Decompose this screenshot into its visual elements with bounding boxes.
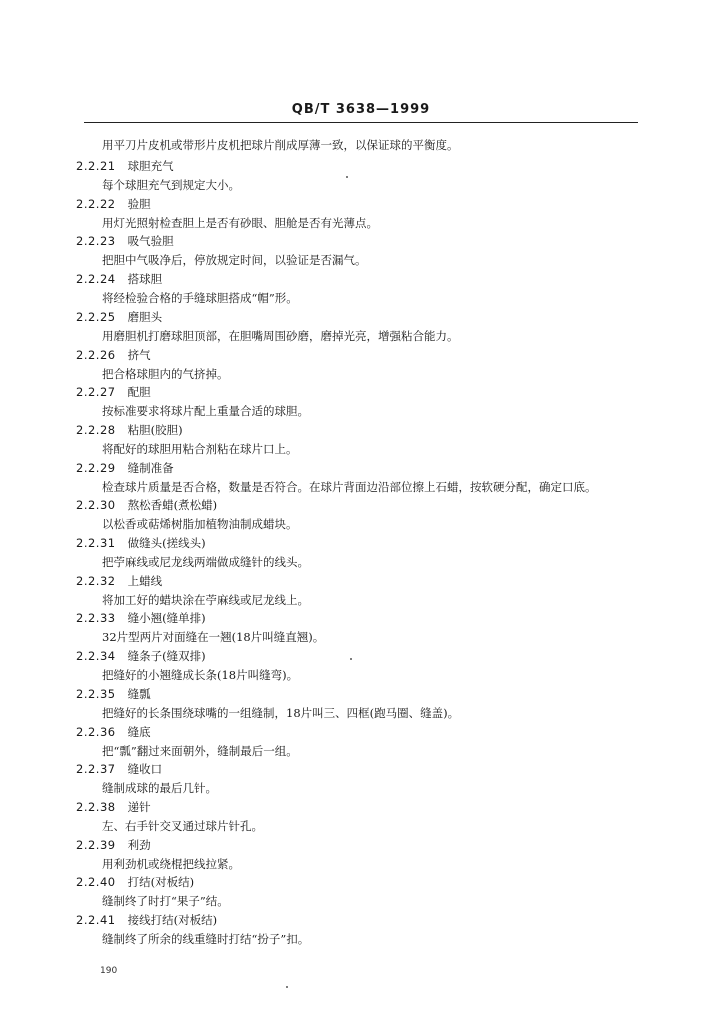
clause-heading — [76, 159, 174, 173]
clause-description: 32片型两片对面缝在一翘(18片叫缝直翘)。 — [102, 630, 325, 645]
clause-number: 2.2.41 — [76, 913, 116, 927]
clause-heading — [76, 272, 162, 286]
clause-number: 2.2.37 — [76, 762, 116, 777]
clause-description: 缝制终了所余的线重缝时打结“扮子”扣。 — [102, 932, 310, 946]
clause-title: 缝底 — [127, 724, 151, 739]
clause-heading — [76, 875, 194, 889]
clause-description: 把缝好的长条围绕球嘴的一组缝制，18片叫三、四框(跑马圈、缝盖)。 — [102, 705, 460, 720]
clause-number: 2.2.27 — [76, 385, 116, 400]
clause-heading — [76, 574, 162, 588]
scan-speck — [286, 986, 288, 988]
clause-description: 把胆中气吸净后，停放规定时间，以验证是否漏气。 — [102, 253, 367, 268]
clause-heading — [76, 234, 174, 248]
clause-number: 2.2.36 — [76, 724, 116, 739]
clause-description: 用利劲机或绕棍把线拉紧。 — [102, 856, 240, 871]
clause-title: 做缝头(搓线头) — [127, 536, 206, 550]
clause-description: 将配好的球胆用粘合剂粘在球片口上。 — [102, 441, 298, 456]
clause-description: 检查球片质量是否合格，数量是否符合。在球片背面边沿部位擦上石蜡，按软硬分配，确定口底。 — [102, 479, 597, 494]
clause-number: 2.2.30 — [76, 498, 116, 513]
page-header-standard-code: QB/T 3638—1999 — [291, 102, 431, 117]
clause-heading — [76, 649, 206, 663]
page-number: 190 — [100, 966, 118, 976]
clause-heading — [76, 423, 183, 437]
clause-heading — [76, 913, 217, 927]
clause-title: 利劲 — [127, 837, 151, 852]
clause-title: 上蜡线 — [127, 573, 163, 588]
clause-title: 粘胆(胶胆) — [127, 422, 183, 437]
clause-title: 缝制准备 — [127, 460, 174, 475]
clause-heading — [76, 536, 206, 550]
clause-heading — [76, 461, 174, 475]
clause-heading — [76, 800, 151, 814]
header-rule — [84, 122, 638, 123]
clause-heading — [76, 838, 151, 852]
clause-description: 缝制终了时打“果子”结。 — [102, 894, 229, 909]
clause-number: 2.2.29 — [76, 460, 116, 475]
clause-title: 缝瓢 — [127, 686, 151, 701]
clause-number: 2.2.32 — [76, 573, 116, 588]
clause-heading — [76, 385, 151, 399]
clause-number: 2.2.38 — [76, 799, 116, 814]
clause-title: 磨胆头 — [127, 309, 163, 324]
intro-paragraph: 用平刀片皮机或带形片皮机把球片削成厚薄一致，以保证球的平衡度。 — [102, 138, 459, 152]
clause-number: 2.2.39 — [76, 837, 116, 852]
clause-title: 缝条子(缝双排) — [127, 649, 206, 664]
clause-heading — [76, 687, 151, 701]
clause-description: 把缝好的小翘缝成长条(18片叫缝弯)。 — [102, 668, 299, 683]
clause-heading — [76, 348, 151, 362]
clause-title: 缝小翘(缝单排) — [127, 611, 206, 626]
clause-number: 2.2.31 — [76, 536, 116, 550]
clause-title: 熬松香蜡(煮松蜡) — [127, 498, 218, 513]
clause-number: 2.2.33 — [76, 611, 116, 626]
clause-number: 2.2.25 — [76, 309, 116, 324]
clause-number: 2.2.26 — [76, 347, 116, 362]
scan-speck — [346, 176, 348, 178]
clause-heading — [76, 310, 162, 324]
scan-speck — [350, 658, 352, 660]
clause-title: 球胆充气 — [127, 159, 174, 173]
clause-description: 左、右手针交叉通过球片针孔。 — [102, 818, 263, 833]
clause-description: 把苧麻线或尼龙线两端做成缝针的线头。 — [102, 555, 309, 569]
clause-heading — [76, 498, 217, 512]
clause-title: 吸气验胆 — [127, 234, 174, 249]
clause-heading — [76, 762, 162, 776]
clause-description: 把合格球胆内的气挤掉。 — [102, 366, 229, 381]
clause-number: 2.2.22 — [76, 196, 116, 211]
clause-number: 2.2.35 — [76, 686, 116, 701]
clause-description: 缝制成球的最后几针。 — [102, 781, 217, 796]
clause-description: 将经检验合格的手缝球胆搭成“帽”形。 — [102, 291, 298, 306]
clause-description: 每个球胆充气到规定大小。 — [102, 178, 240, 192]
clause-heading — [76, 197, 151, 211]
clause-heading — [76, 611, 206, 625]
clause-title: 接线打结(对板结) — [127, 913, 218, 927]
clause-heading — [76, 725, 151, 739]
clause-number: 2.2.21 — [76, 159, 116, 173]
clause-description: 用灯光照射检查胆上是否有砂眼、胆舱是否有光薄点。 — [102, 215, 378, 230]
clause-title: 缝收口 — [127, 762, 163, 777]
clause-description: 以松香或萜烯树脂加植物油制成蜡块。 — [102, 517, 298, 532]
clause-number: 2.2.23 — [76, 234, 116, 249]
clause-description: 按标准要求将球片配上重量合适的球胆。 — [102, 404, 309, 419]
clause-title: 打结(对板结) — [127, 875, 195, 890]
clause-number: 2.2.28 — [76, 422, 116, 437]
clause-title: 递针 — [127, 799, 151, 814]
clause-description: 将加工好的蜡块涂在苧麻线或尼龙线上。 — [102, 592, 309, 607]
clause-title: 验胆 — [127, 196, 151, 211]
clause-title: 配胆 — [127, 385, 151, 400]
clause-description: 把“瓢”翻过来面朝外，缝制最后一组。 — [102, 743, 298, 758]
clause-title: 搭球胆 — [127, 272, 163, 287]
clause-number: 2.2.34 — [76, 649, 116, 664]
clause-description: 用磨胆机打磨球胆顶部，在胆嘴周围砂磨，磨掉光亮，增强粘合能力。 — [102, 328, 459, 343]
clause-title: 挤气 — [127, 347, 151, 362]
clause-number: 2.2.24 — [76, 272, 116, 287]
clause-number: 2.2.40 — [76, 875, 116, 890]
